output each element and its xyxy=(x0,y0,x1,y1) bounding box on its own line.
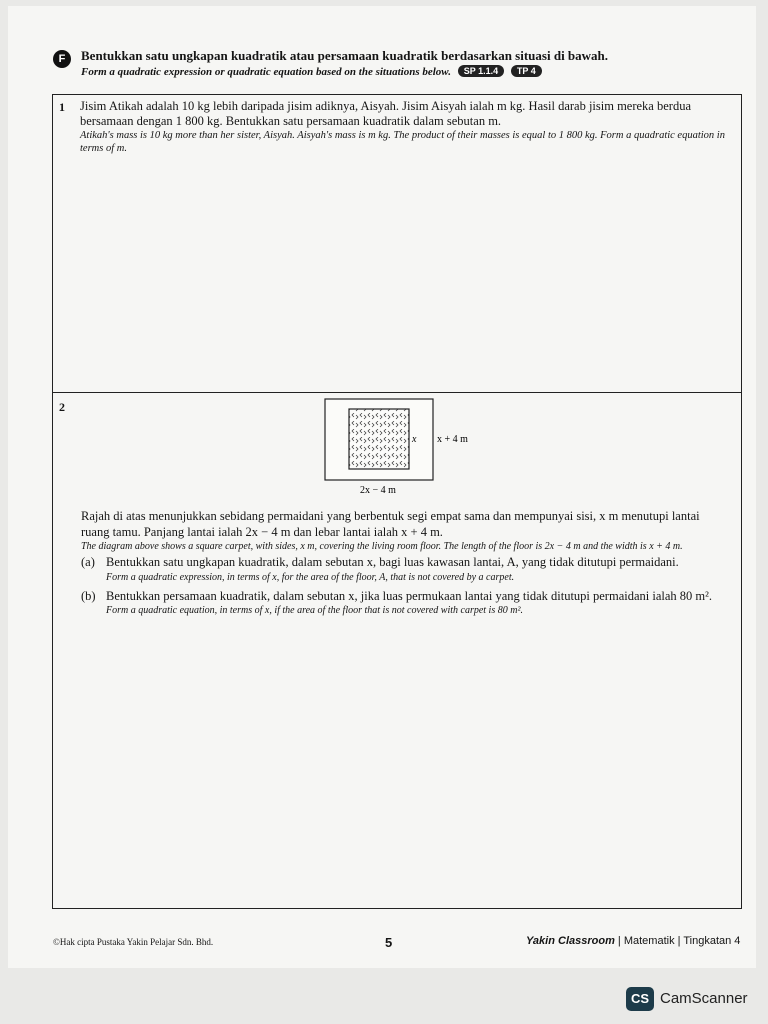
q1-text-english: Atikah's mass is 10 kg more than her sister, Aisyah. Aisyah's mass is m kg. The product of their masses is equal to 1 800 kg. Form a quadratic equation in terms of m. xyxy=(80,130,725,154)
label-carpet-side: x xyxy=(412,434,417,445)
q2-part-a-malay: Bentukkan satu ungkapan kuadratik, dalam sebutan x, bagi luas kawasan lantai, A, yang tidak ditutupi permaidani. xyxy=(106,555,679,569)
footer-brand-name: Yakin Classroom xyxy=(526,935,615,947)
instruction-malay: Bentukkan satu ungkapan kuadratik atau persamaan kuadratik berdasarkan situasi di bawah. xyxy=(81,48,609,63)
q2-body xyxy=(81,509,731,618)
question-box xyxy=(52,94,742,909)
section-badge: F xyxy=(53,50,71,68)
footer-subject: | Matematik | Tingkatan 4 xyxy=(614,935,741,947)
footer-page-number: 5 xyxy=(385,935,393,950)
q2-part-a-english: Form a quadratic expression, in terms of x, for the area of the floor, A, that is not covered by a carpet. xyxy=(106,571,515,583)
q2-part-b-label: (b) xyxy=(81,588,96,603)
q2-part-b-english: Form a quadratic equation, in terms of x, if the area of the floor that is not covered with carpet is 80 m². xyxy=(106,605,523,616)
q1-number: 1 xyxy=(59,100,65,114)
tag-tp: TP 4 xyxy=(511,65,542,77)
floor-carpet-diagram xyxy=(323,397,483,497)
instruction-english-text: Form a quadratic expression or quadratic equation based on the situations below. xyxy=(81,66,451,78)
q2-part-b-malay: Bentukkan persamaan kuadratik, dalam sebutan x, jika luas permukaan lantai yang tidak ditutupi permaidani ialah 80 m². xyxy=(106,588,712,603)
tag-sp: SP 1.1.4 xyxy=(458,65,504,77)
carpet-square xyxy=(349,409,409,469)
camscanner-watermark: CamScanner xyxy=(660,990,748,1007)
footer-brand xyxy=(526,935,740,947)
q2-number: 2 xyxy=(59,400,65,414)
camscanner-logo-icon: CS xyxy=(626,987,654,1011)
label-floor-length: 2x − 4 m xyxy=(360,485,396,496)
q2-part-a xyxy=(81,555,731,585)
footer-copyright: ©Hak cipta Pustaka Yakin Pelajar Sdn. Bhd. xyxy=(53,937,214,947)
q2-intro-english: The diagram above shows a square carpet, with sides, x m, covering the living room floor. The length of the floor is 2x − 4 m and the width is x + 4 m. xyxy=(81,541,683,552)
worksheet-page xyxy=(8,6,756,968)
q1-text-malay: Jisim Atikah adalah 10 kg lebih daripada jisim adiknya, Aisyah. Jisim Aisyah ialah m kg. Hasil darab jisim mereka berdua bersamaan dengan 1 800 kg. Bentukkan satu persamaan kuadratik dalam sebutan m. xyxy=(80,99,691,128)
q2-part-a-label: (a) xyxy=(81,555,95,569)
q2-intro-malay: Rajah di atas menunjukkan sebidang permaidani yang berbentuk segi empat sama dan mempunyai sisi, x m menutupi lantai ruang tamu. Panjang lantai ialah 2x − 4 m dan lebar lantai ialah x + 4 m. xyxy=(81,509,700,539)
question-divider xyxy=(53,392,741,393)
instruction-english xyxy=(81,65,542,78)
label-floor-width: x + 4 m xyxy=(437,434,468,445)
q2-part-b xyxy=(81,589,731,619)
